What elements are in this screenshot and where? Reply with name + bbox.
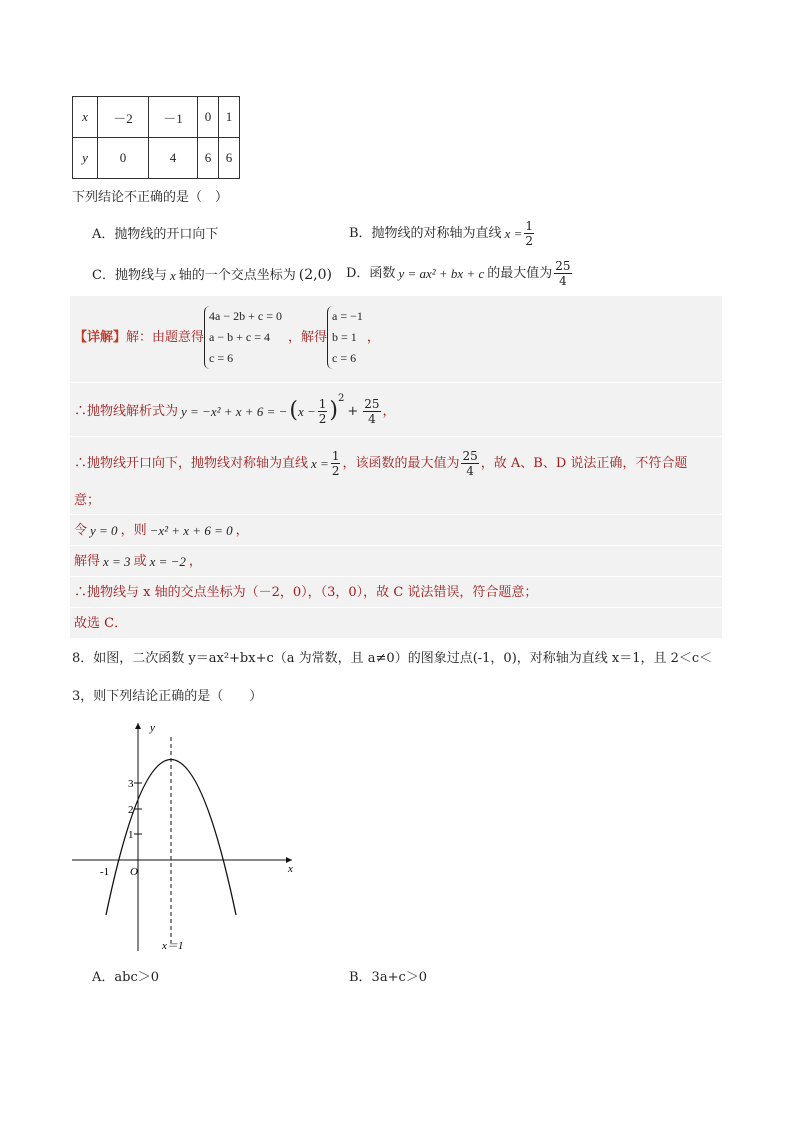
parabola-graph [66,715,306,955]
numerator: 25 [364,396,380,411]
denominator: 2 [318,411,327,426]
solution-line-7: 故选 C． [74,616,128,631]
table-cell: 6 [219,138,240,179]
equation: a = −1 [332,309,363,323]
question-prompt: 下列结论不正确的是（ ） [72,190,229,205]
solution-text: ，该函数的最大值为 [342,455,460,471]
table-cell: －1 [149,97,198,138]
option-a: A．抛物线的开口向下 [92,227,219,242]
solution-text: ， [188,554,202,569]
fraction [363,398,380,425]
equation: c = 6 [332,351,357,365]
fraction [524,220,534,247]
table-row [73,97,240,138]
solution-text: ∴抛物线解析式为 [74,403,179,419]
expression: x − [297,403,316,419]
paren: ( [289,398,298,423]
option-c-text-2: 轴的一个交点坐标为 [178,267,296,283]
solution-text: ， [382,403,396,419]
equation: a − b + c = 4 [209,330,270,344]
option-b-text: B．抛物线的对称轴为直线 [349,226,502,241]
divider [70,514,722,515]
solution-tag: 【详解】 [74,330,127,345]
solution-text: 解得 [74,554,101,569]
operator: + [347,403,359,419]
solution-text: ， [366,330,380,345]
exponent: 2 [337,393,345,404]
question-8-line-2: 3，则下列结论正确的是（ ） [72,689,263,704]
option-b-equation: x = [504,226,523,241]
solution-text: ，则 [120,523,147,538]
y-tick-label: 3 [128,778,134,790]
fraction [318,398,328,425]
equation: 4a − 2b + c = 0 [209,309,282,323]
solution-line-3 [74,446,687,480]
solution-line-3-wrap: 意； [74,493,101,508]
divider [70,436,722,437]
equation-system [327,306,363,369]
table-cell: －2 [98,97,149,138]
option-c-text: C．抛物线与 [92,267,167,283]
fraction [331,450,341,477]
table-row [73,138,240,179]
option-d-function: y = ax² + bx + c [398,266,485,281]
divider [70,607,722,608]
question-8-line-1: 8．如图，二次函数 y＝ax²+bx+c（a 为常数，且 a≠0）的图象过点(-1，0)，对称轴为直线 x＝1，且 2＜c＜ [72,651,713,666]
table-cell: 1 [219,97,240,138]
solution-line-4 [74,524,249,537]
equation-system [204,306,282,369]
option-b [349,220,536,247]
divider [70,576,722,577]
numerator: 1 [318,396,327,411]
expression: x = −2 [149,554,186,569]
neg-one-label: -1 [100,866,110,878]
equation: c = 6 [209,351,234,365]
q8-option-a: A．abc＞0 [92,970,160,985]
numerator: 25 [462,448,478,463]
fraction [554,260,571,287]
option-c [92,268,332,282]
numerator: 1 [525,219,533,233]
table-cell: 6 [198,138,219,179]
option-d-text: D．函数 [346,266,396,281]
equation: b = 1 [332,330,357,344]
x-axis-label: x [288,863,293,875]
table-cell: y [73,138,98,179]
q8-option-b: B．3a+c＞0 [349,970,428,985]
divider [70,382,722,383]
y-axis-label: y [150,722,155,734]
solution-text: 解：由题意得 [126,330,205,345]
numerator: 25 [555,259,571,273]
expression: x = 3 [103,554,131,569]
denominator: 2 [525,234,533,248]
divider [70,545,722,546]
option-d [346,260,574,287]
solution-line-1 [74,306,380,369]
origin-label: O [130,866,138,878]
solution-text: 令 [74,523,88,538]
denominator: 2 [331,463,340,478]
paren: ) [329,398,338,423]
expression: y = 0 [90,523,118,538]
expression: x = [311,455,329,471]
numerator: 1 [331,448,340,463]
option-c-point: (2,0) [298,267,332,283]
solution-text: 或 [133,554,147,569]
solution-text: ，解得 [288,330,328,345]
table-cell: 0 [198,97,219,138]
table-cell: 0 [98,138,149,179]
denominator: 4 [466,463,474,478]
solution-line-6: ∴抛物线与 x 轴的交点坐标为（－2，0），（3，0），故 C 说法错误，符合题意； [74,585,538,600]
solution-line-2 [74,394,396,428]
solution-line-5 [74,555,202,568]
option-d-text-2: 的最大值为 [487,266,553,281]
solution-text: ，故 A、B、D 说法正确，不符合题 [480,455,688,471]
table-cell: 4 [149,138,198,179]
table-cell: x [73,97,98,138]
solution-text: ， [235,523,249,538]
denominator: 4 [368,411,376,426]
expression: y = −x² + x + 6 = − [181,403,288,419]
fraction [461,450,478,477]
expression: −x² + x + 6 = 0 [149,523,233,538]
solution-text: ∴抛物线开口向下，抛物线对称轴为直线 [74,455,309,471]
denominator: 4 [559,274,567,288]
axis-line-label: x＝1 [162,940,184,952]
y-tick-label: 1 [128,829,134,841]
option-c-variable: x [169,267,176,283]
y-tick-label: 2 [128,804,134,816]
xy-value-table [72,96,240,179]
